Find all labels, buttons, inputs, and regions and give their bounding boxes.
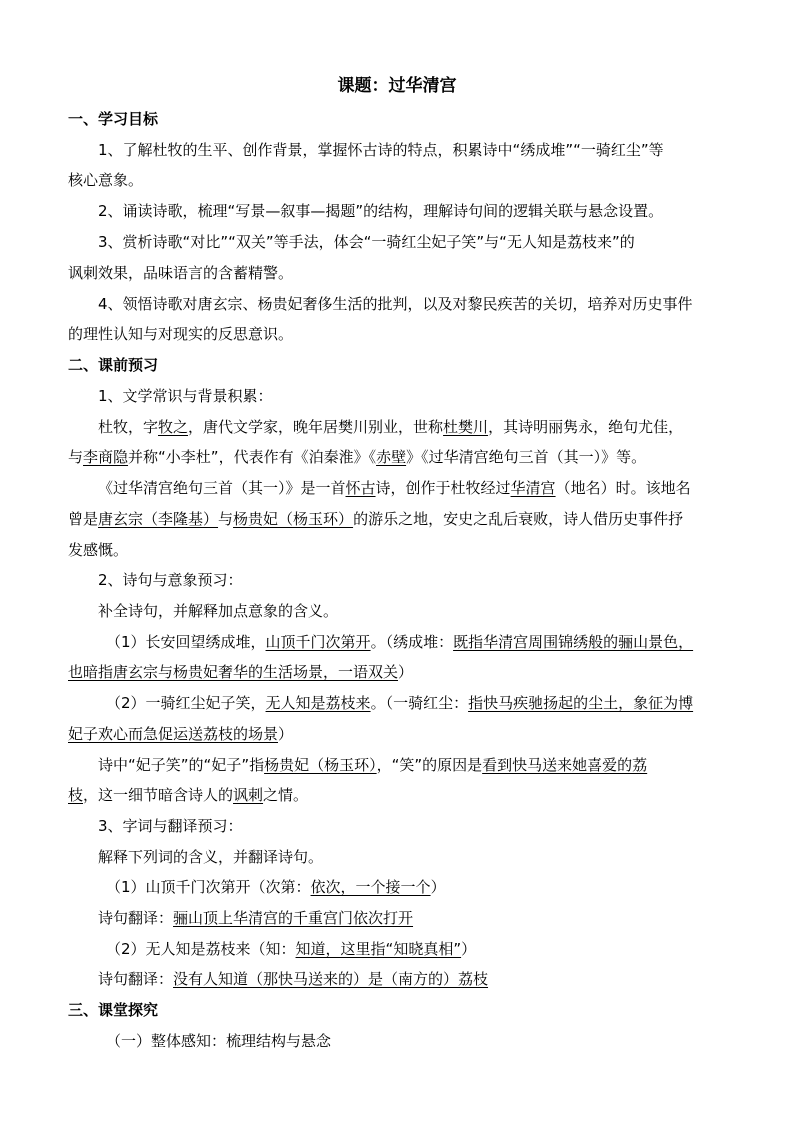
preview-item-2-instruction: 补全诗句，并解释加点意象的含义。 — [98, 602, 339, 620]
poem-line-2: （2）一骑红尘妃子笑，无人知是荔枝来。（一骑红尘：指快马疾驰扬起的尘土，象征为博 — [106, 694, 694, 712]
answer-blank: 杨贵妃（杨玉环） — [264, 756, 377, 774]
answer-blank: 讽刺 — [233, 786, 264, 804]
translation-2: 诗句翻译：没有人知道（那快马送来的）是（南方的）荔枝 — [98, 970, 489, 988]
poem-line-1: （1）长安回望绣成堆，山顶千门次第开。（绣成堆：既指华清宫周围锦绣般的骊山景色， — [106, 633, 694, 651]
section-heading-objectives: 一、学习目标 — [68, 110, 159, 128]
word-question-1: （1）山顶千门次第开（次第：依次，一个接一个） — [106, 878, 446, 896]
page-title: 课题：过华清宫 — [337, 76, 457, 96]
author-line-2: 与李商隐并称“小李杜”，代表作有《泊秦淮》《赤壁》《过华清宫绝句三首（其一）》等。 — [68, 448, 647, 466]
background-line-1: 《过华清宫绝句三首（其一）》是一首怀古诗，创作于杜牧经过华清宫（地名）时。该地名 — [98, 479, 691, 497]
answer-blank: 依次，一个接一个 — [310, 878, 431, 896]
objective-3-line-1: 3、赏析诗歌“对比”“双关”等手法，体会“一骑红尘妃子笑”与“无人知是荔枝来”的 — [98, 233, 635, 251]
background-line-2: 曾是唐玄宗（李隆基）与杨贵妃（杨玉环）的游乐之地，安史之乱后衰败，诗人借历史事件抒 — [68, 510, 684, 528]
objective-3-line-2: 讽刺效果，品味语言的含蓄精警。 — [68, 264, 294, 282]
answer-blank: 牧之 — [158, 418, 189, 436]
objective-2: 2、诵读诗歌，梳理“写景—叙事—揭题”的结构，理解诗句间的逻辑关联与悬念设置。 — [98, 202, 664, 220]
poem-line-1-cont: 也暗指唐玄宗与杨贵妃奢华的生活场景，一语双关） — [68, 663, 414, 681]
answer-blank: 无人知是荔枝来 — [265, 694, 371, 712]
answer-blank: 也暗指唐玄宗与杨贵妃奢华的生活场景，一语双关 — [68, 663, 399, 681]
background-line-3: 发感慨。 — [68, 541, 129, 559]
answer-blank: 看到快马送来她喜爱的荔 — [482, 756, 648, 774]
answer-blank: 既指华清宫周围锦绣般的骊山景色， — [453, 633, 694, 651]
section-heading-preview: 二、课前预习 — [68, 356, 159, 374]
translation-1: 诗句翻译：骊山顶上华清宫的千重宫门依次打开 — [98, 909, 414, 927]
objective-1-line-1: 1、了解杜牧的生平、创作背景，掌握怀古诗的特点，积累诗中“绣成堆”“一骑红尘”等 — [98, 141, 664, 159]
answer-blank: 妃子欢心而急促运送荔枝的场景 — [68, 725, 279, 743]
answer-blank: 知道，这里指“知晓真相” — [295, 940, 462, 958]
answer-blank: 怀古 — [345, 479, 376, 497]
answer-blank: 赤壁 — [376, 448, 407, 466]
objective-1-line-2: 核心意象。 — [68, 171, 144, 189]
poem-line-2-cont: 妃子欢心而急促运送荔枝的场景） — [68, 725, 294, 743]
answer-blank: 华清宫 — [510, 479, 556, 497]
objective-4-line-2: 的理性认知与对现实的反思意识。 — [68, 325, 294, 343]
preview-item-2: 2、诗句与意象预习： — [98, 571, 243, 589]
answer-blank: 枝 — [68, 786, 84, 804]
answer-blank: 李商隐 — [83, 448, 129, 466]
answer-blank: 指快马疾驰扬起的尘土，象征为博 — [468, 694, 694, 712]
answer-blank: 山顶千门次第开 — [265, 633, 371, 651]
answer-blank: 杜樊川 — [443, 418, 489, 436]
answer-blank: 骊山顶上华清宫的千重宫门依次打开 — [173, 909, 414, 927]
answer-blank: 没有人知道（那快马送来的）是（南方的）荔枝 — [173, 970, 489, 988]
preview-item-1: 1、文学常识与背景积累： — [98, 387, 273, 405]
exploration-subheading-1: （一）整体感知：梳理结构与悬念 — [106, 1032, 332, 1050]
preview-item-3: 3、字词与翻译预习： — [98, 817, 243, 835]
answer-blank: 唐玄宗（李隆基） — [98, 510, 219, 528]
preview-item-3-instruction: 解释下列词的含义，并翻译诗句。 — [98, 848, 324, 866]
imagery-question-line-1: 诗中“妃子笑”的“妃子”指杨贵妃（杨玉环），“笑”的原因是看到快马送来她喜爱的荔 — [98, 756, 648, 774]
author-line-1: 杜牧，字牧之，唐代文学家，晚年居樊川别业，世称杜樊川，其诗明丽隽永，绝句尤佳， — [98, 418, 684, 436]
section-heading-exploration: 三、课堂探究 — [68, 1001, 159, 1019]
imagery-question-line-2: 枝，这一细节暗含诗人的讽刺之情。 — [68, 786, 309, 804]
word-question-2: （2）无人知是荔枝来（知：知道，这里指“知晓真相”） — [106, 940, 477, 958]
answer-blank: 杨贵妃（杨玉环） — [233, 510, 354, 528]
objective-4-line-1: 4、领悟诗歌对唐玄宗、杨贵妃奢侈生活的批判，以及对黎民疾苦的关切，培养对历史事件 — [98, 295, 693, 313]
